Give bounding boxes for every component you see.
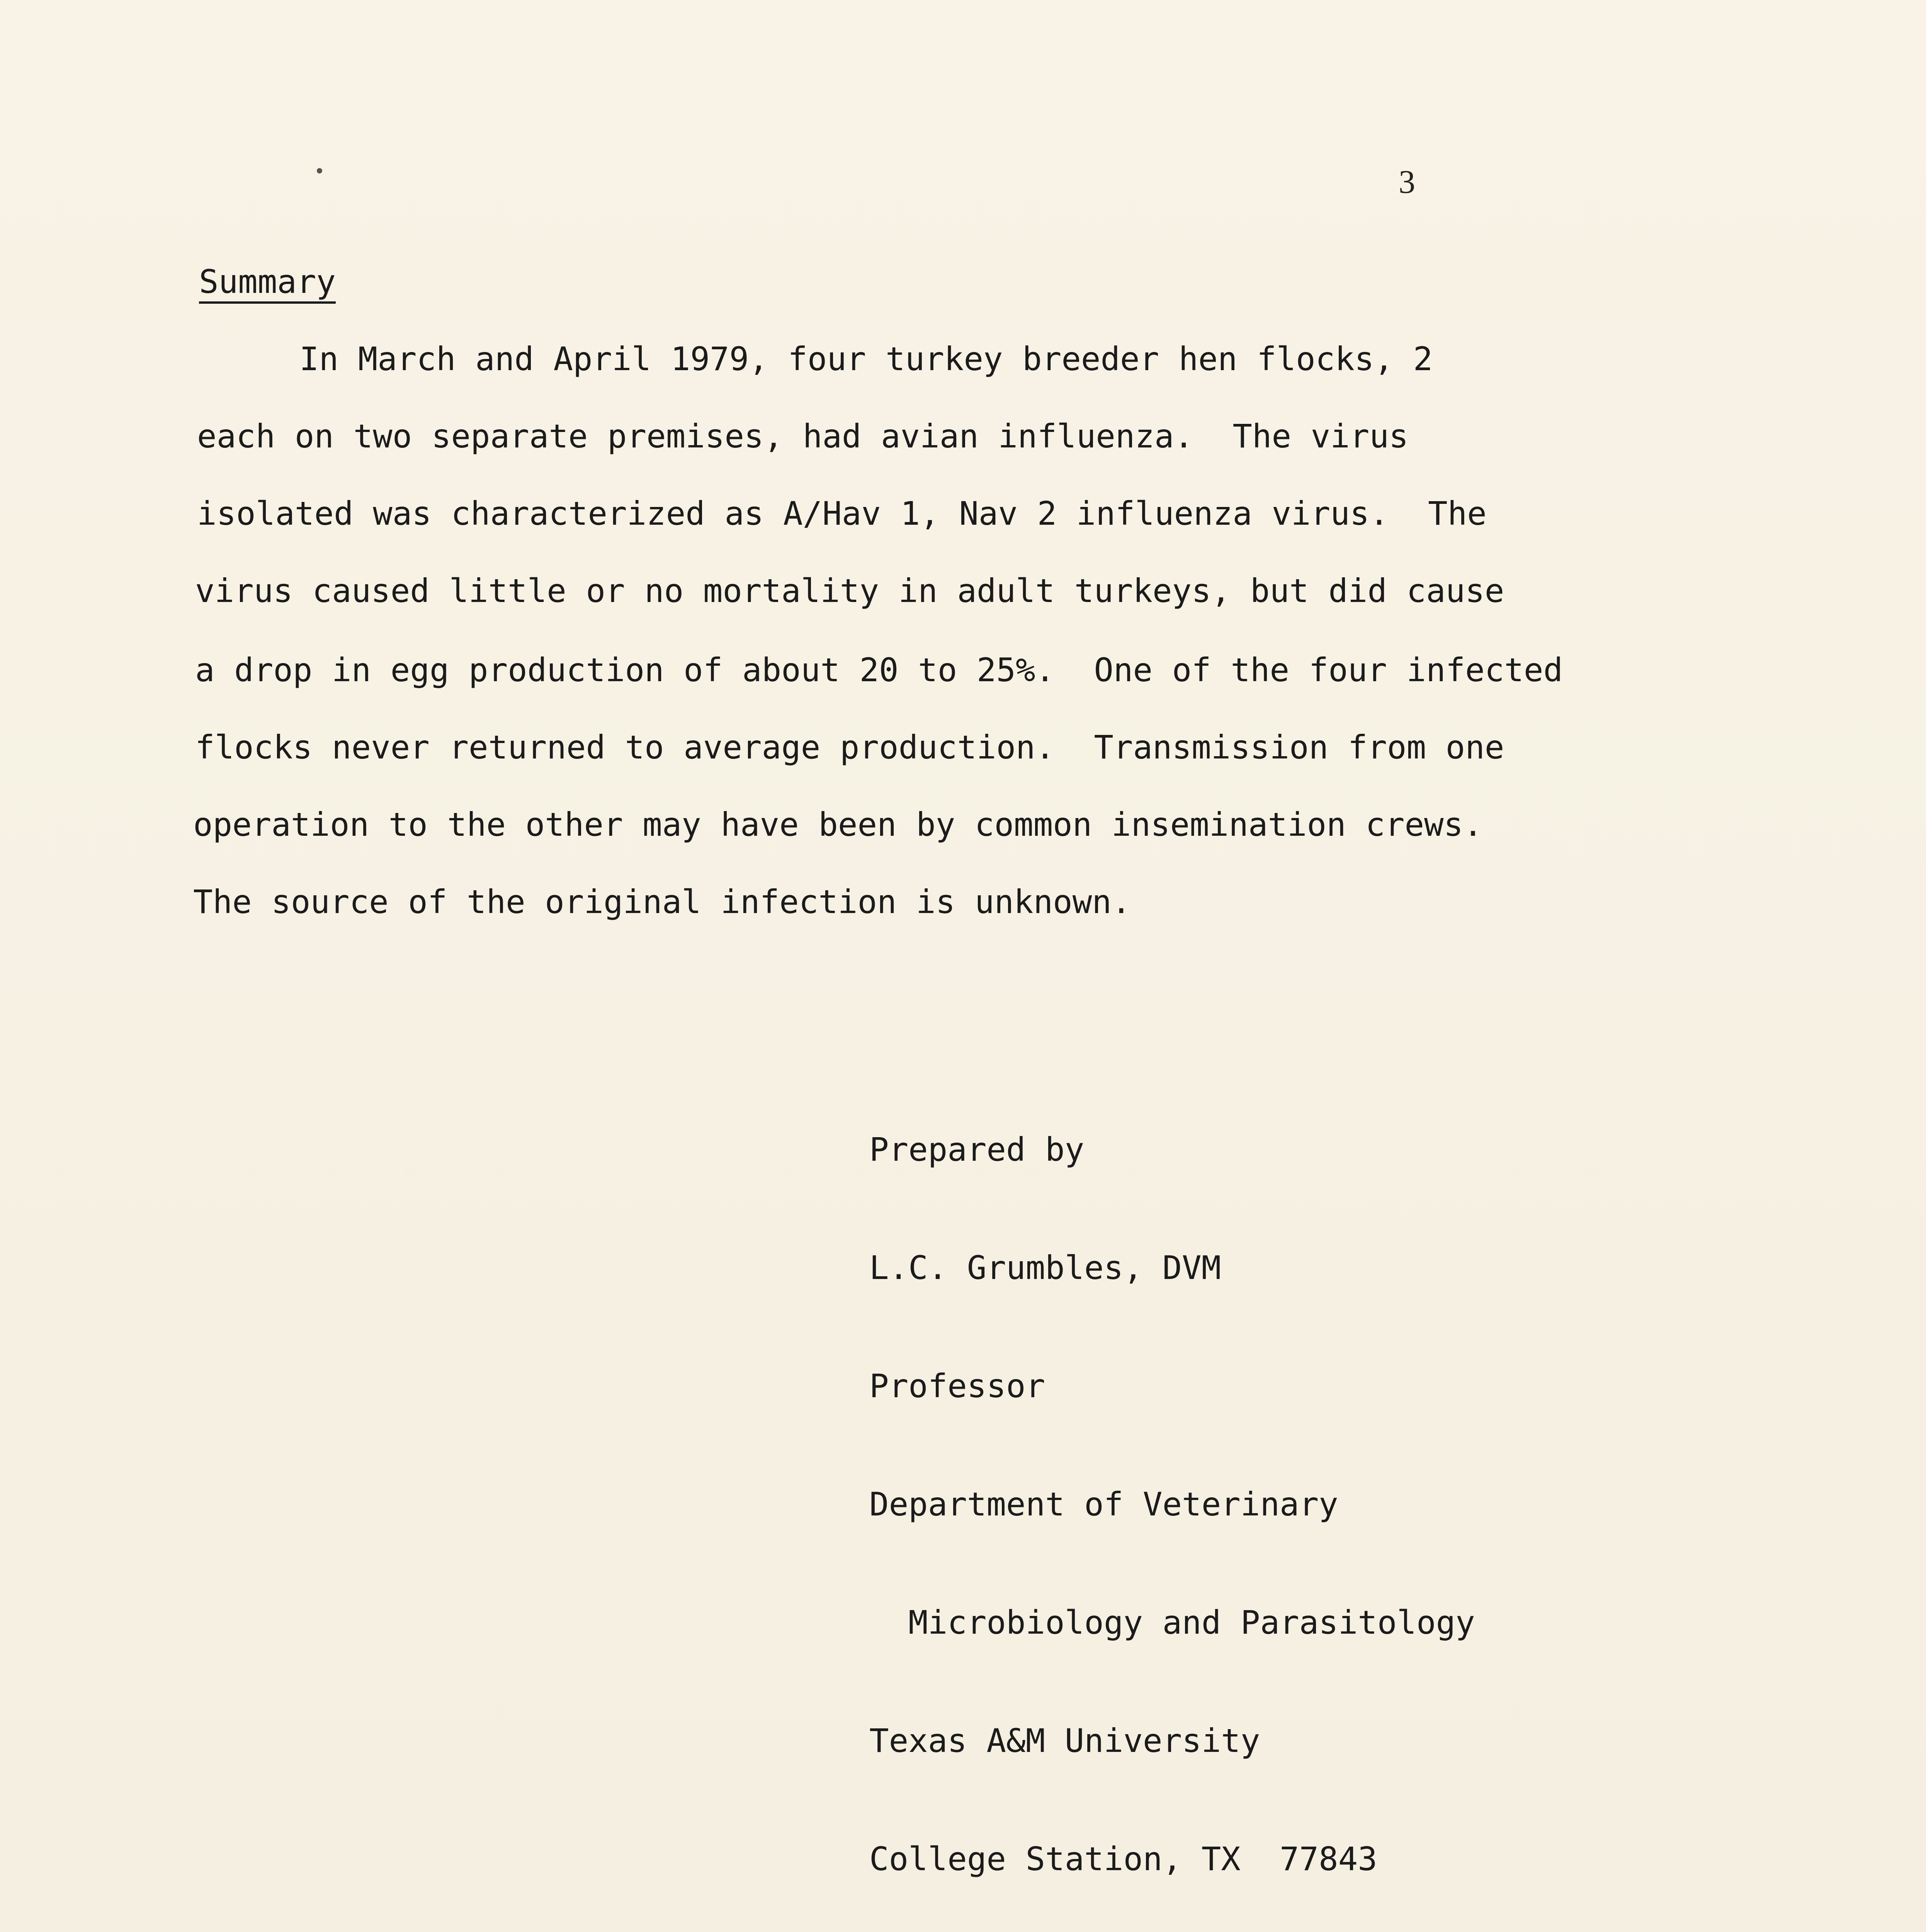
body-line: isolated was characterized as A/Hav 1, Nav 2 influenza virus. The	[197, 495, 1487, 532]
department-line-1: Department of Veterinary	[869, 1485, 1338, 1523]
institution: Texas A&M University	[869, 1722, 1260, 1760]
body-line: operation to the other may have been by common insemination crews.	[193, 806, 1483, 844]
paper-speck	[317, 168, 322, 173]
address: College Station, TX 77843	[869, 1840, 1377, 1878]
body-line: The source of the original infection is unknown.	[193, 883, 1131, 921]
prepared-by-label: Prepared by	[869, 1131, 1085, 1168]
author-title: Professor	[869, 1367, 1045, 1405]
body-line: virus caused little or no mortality in adult turkeys, but did cause	[195, 572, 1504, 610]
page-number: 3	[1399, 163, 1415, 200]
department-line-2: Microbiology and Parasitology	[869, 1604, 1475, 1641]
signature-block	[869, 1051, 1475, 1932]
body-line: In March and April 1979, four turkey breeder hen flocks, 2	[299, 340, 1433, 378]
body-line: a drop in egg production of about 20 to 25%. One of the four infected	[195, 651, 1563, 689]
body-line: each on two separate premises, had avian influenza. The virus	[197, 417, 1409, 455]
section-heading: Summary	[199, 263, 336, 301]
body-line: flocks never returned to average production. Transmission from one	[195, 728, 1504, 766]
author-name: L.C. Grumbles, DVM	[869, 1249, 1221, 1287]
